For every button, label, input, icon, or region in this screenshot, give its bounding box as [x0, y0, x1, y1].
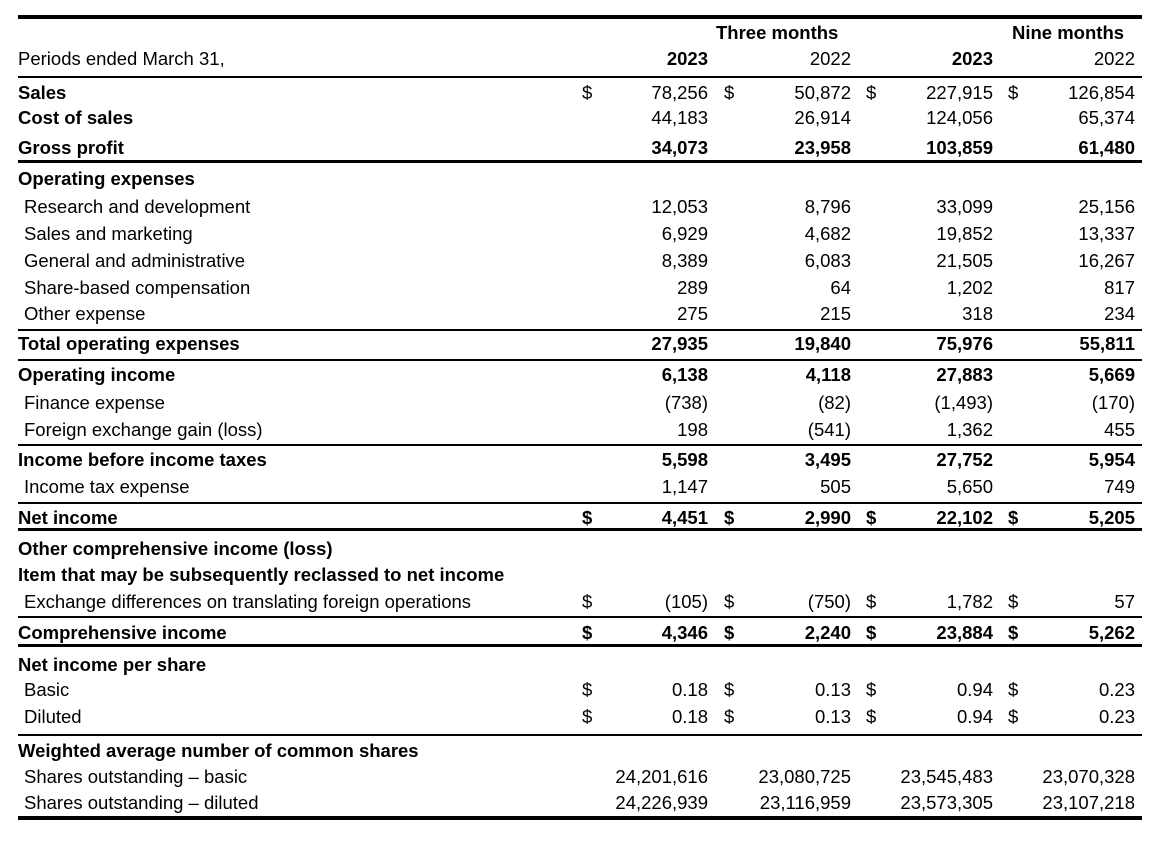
currency-symbol: $	[1008, 622, 1019, 643]
currency-symbol: $	[724, 82, 735, 103]
cell-value: (170)	[1091, 392, 1135, 413]
currency-symbol: $	[866, 622, 877, 643]
cell-value: 1,362	[946, 419, 993, 440]
currency-symbol: $	[582, 706, 593, 727]
cell-value: 6,083	[804, 250, 851, 271]
row-label: Foreign exchange gain (loss)	[24, 419, 263, 440]
cell-value: 19,840	[794, 333, 851, 354]
cell-value: (541)	[807, 419, 851, 440]
rule-line	[18, 644, 1142, 647]
currency-symbol: $	[1008, 679, 1019, 700]
cell-value: 25,156	[1078, 196, 1135, 217]
cell-value: 124,056	[926, 107, 993, 128]
rule-line	[18, 734, 1142, 736]
rule-line	[18, 160, 1142, 163]
cell-value: 5,598	[661, 449, 708, 470]
row-label: Sales	[18, 82, 67, 103]
row-label: Sales and marketing	[24, 223, 193, 244]
cell-value: 4,346	[661, 622, 708, 643]
cell-value: 2,990	[804, 507, 851, 528]
cell-value: 5,205	[1088, 507, 1135, 528]
row-label: Operating income	[18, 364, 176, 385]
currency-symbol: $	[866, 706, 877, 727]
currency-symbol: $	[724, 706, 735, 727]
cell-value: 4,682	[804, 223, 851, 244]
cell-value: 5,954	[1088, 449, 1135, 470]
cell-value: 8,389	[661, 250, 708, 271]
cell-value: 0.13	[814, 679, 851, 700]
group-header-three-months: Three months	[716, 22, 839, 43]
cell-value: 1,782	[946, 591, 993, 612]
currency-symbol: $	[582, 82, 593, 103]
cell-value: 0.94	[956, 679, 993, 700]
rule-line	[18, 816, 1142, 820]
cell-value: 57	[1114, 591, 1135, 612]
cell-value: 27,752	[936, 449, 993, 470]
row-label: Cost of sales	[18, 107, 134, 128]
currency-symbol: $	[724, 507, 735, 528]
cell-value: 23,545,483	[900, 766, 993, 787]
cell-value: 0.23	[1098, 679, 1135, 700]
row-label: General and administrative	[24, 250, 246, 271]
cell-value: 78,256	[651, 82, 708, 103]
cell-value: 23,116,959	[759, 792, 851, 813]
row-label: Shares outstanding – basic	[24, 766, 248, 787]
row-label: Share-based compensation	[24, 277, 251, 298]
cell-value: 61,480	[1078, 137, 1135, 158]
cell-value: 23,070,328	[1042, 766, 1135, 787]
cell-value: 8,796	[804, 196, 851, 217]
cell-value: 34,073	[651, 137, 708, 158]
cell-value: 0.18	[671, 706, 708, 727]
cell-value: (750)	[807, 591, 851, 612]
row-label: Operating expenses	[18, 168, 195, 189]
currency-symbol: $	[866, 507, 877, 528]
currency-symbol: $	[866, 679, 877, 700]
cell-value: 23,958	[794, 137, 851, 158]
cell-value: 26,914	[794, 107, 851, 128]
cell-value: 455	[1104, 419, 1135, 440]
row-label: Basic	[24, 679, 70, 700]
row-label: Other expense	[24, 303, 146, 324]
rule-line	[18, 502, 1142, 504]
rule-line	[18, 329, 1142, 331]
cell-value: 6,138	[661, 364, 708, 385]
cell-value: 22,102	[936, 507, 993, 528]
cell-value: 505	[820, 476, 851, 497]
cell-value: 215	[820, 303, 851, 324]
cell-value: (82)	[818, 392, 851, 413]
cell-value: 1,147	[661, 476, 708, 497]
cell-value: 126,854	[1068, 82, 1135, 103]
cell-value: (1,493)	[934, 392, 993, 413]
cell-value: 44,183	[651, 107, 708, 128]
currency-symbol: $	[582, 679, 593, 700]
cell-value: 21,505	[936, 250, 993, 271]
rule-line	[18, 76, 1142, 78]
column-header-0: 2023	[666, 48, 708, 69]
cell-value: 198	[677, 419, 708, 440]
cell-value: 75,976	[936, 333, 993, 354]
cell-value: 0.18	[671, 679, 708, 700]
cell-value: 27,883	[936, 364, 993, 385]
row-label: Finance expense	[24, 392, 165, 413]
currency-symbol: $	[1008, 706, 1019, 727]
cell-value: 23,107,218	[1042, 792, 1135, 813]
row-label: Item that may be subsequently reclassed to net income	[18, 564, 505, 585]
currency-symbol: $	[1008, 82, 1019, 103]
currency-symbol: $	[582, 591, 593, 612]
cell-value: 13,337	[1078, 223, 1135, 244]
rule-line	[18, 444, 1142, 446]
cell-value: 64	[830, 277, 851, 298]
cell-value: 27,935	[651, 333, 708, 354]
cell-value: 227,915	[926, 82, 993, 103]
cell-value: 5,262	[1088, 622, 1135, 643]
cell-value: 19,852	[936, 223, 993, 244]
currency-symbol: $	[866, 82, 877, 103]
currency-symbol: $	[1008, 591, 1019, 612]
cell-value: 6,929	[661, 223, 708, 244]
cell-value: 12,053	[651, 196, 708, 217]
cell-value: 65,374	[1078, 107, 1135, 128]
row-label: Comprehensive income	[18, 622, 227, 643]
cell-value: 0.13	[814, 706, 851, 727]
cell-value: 55,811	[1079, 333, 1135, 354]
currency-symbol: $	[724, 622, 735, 643]
currency-symbol: $	[724, 679, 735, 700]
cell-value: 23,884	[936, 622, 993, 643]
rule-line	[18, 616, 1142, 618]
row-label: Exchange differences on translating foreign operations	[24, 591, 472, 612]
cell-value: 275	[677, 303, 708, 324]
cell-value: 50,872	[794, 82, 851, 103]
cell-value: 23,080,725	[758, 766, 851, 787]
cell-value: 24,201,616	[615, 766, 708, 787]
row-label: Net income per share	[18, 654, 207, 675]
column-header-1: 2022	[809, 48, 851, 69]
currency-symbol: $	[582, 622, 593, 643]
column-header-2: 2023	[951, 48, 993, 69]
row-label: Shares outstanding – diluted	[24, 792, 259, 813]
column-header-3: 2022	[1093, 48, 1135, 69]
row-label: Other comprehensive income (loss)	[18, 538, 333, 559]
cell-value: 0.94	[956, 706, 993, 727]
period-label: Periods ended March 31,	[18, 48, 225, 69]
rule-line	[18, 359, 1142, 361]
currency-symbol: $	[866, 591, 877, 612]
cell-value: 1,202	[946, 277, 993, 298]
group-header-nine-months: Nine months	[1012, 22, 1125, 43]
cell-value: 23,573,305	[900, 792, 993, 813]
cell-value: 234	[1104, 303, 1135, 324]
cell-value: 24,226,939	[615, 792, 708, 813]
cell-value: 749	[1104, 476, 1135, 497]
currency-symbol: $	[724, 591, 735, 612]
cell-value: (738)	[664, 392, 708, 413]
cell-value: 5,650	[946, 476, 993, 497]
row-label: Diluted	[24, 706, 82, 727]
row-label: Net income	[18, 507, 118, 528]
cell-value: 0.23	[1098, 706, 1135, 727]
cell-value: 289	[677, 277, 708, 298]
cell-value: 33,099	[936, 196, 993, 217]
row-label: Income before income taxes	[18, 449, 267, 470]
row-label: Research and development	[24, 196, 251, 217]
cell-value: 103,859	[926, 137, 993, 158]
row-label: Total operating expenses	[18, 333, 240, 354]
cell-value: 3,495	[804, 449, 851, 470]
cell-value: 817	[1104, 277, 1135, 298]
cell-value: 2,240	[804, 622, 851, 643]
cell-value: (105)	[664, 591, 708, 612]
rule-line	[18, 15, 1142, 19]
currency-symbol: $	[1008, 507, 1019, 528]
currency-symbol: $	[582, 507, 593, 528]
row-label: Income tax expense	[24, 476, 190, 497]
cell-value: 4,118	[805, 364, 851, 385]
cell-value: 4,451	[661, 507, 708, 528]
row-label: Gross profit	[18, 137, 124, 158]
row-label: Weighted average number of common shares	[18, 740, 419, 761]
cell-value: 5,669	[1088, 364, 1135, 385]
cell-value: 16,267	[1078, 250, 1135, 271]
cell-value: 318	[962, 303, 993, 324]
